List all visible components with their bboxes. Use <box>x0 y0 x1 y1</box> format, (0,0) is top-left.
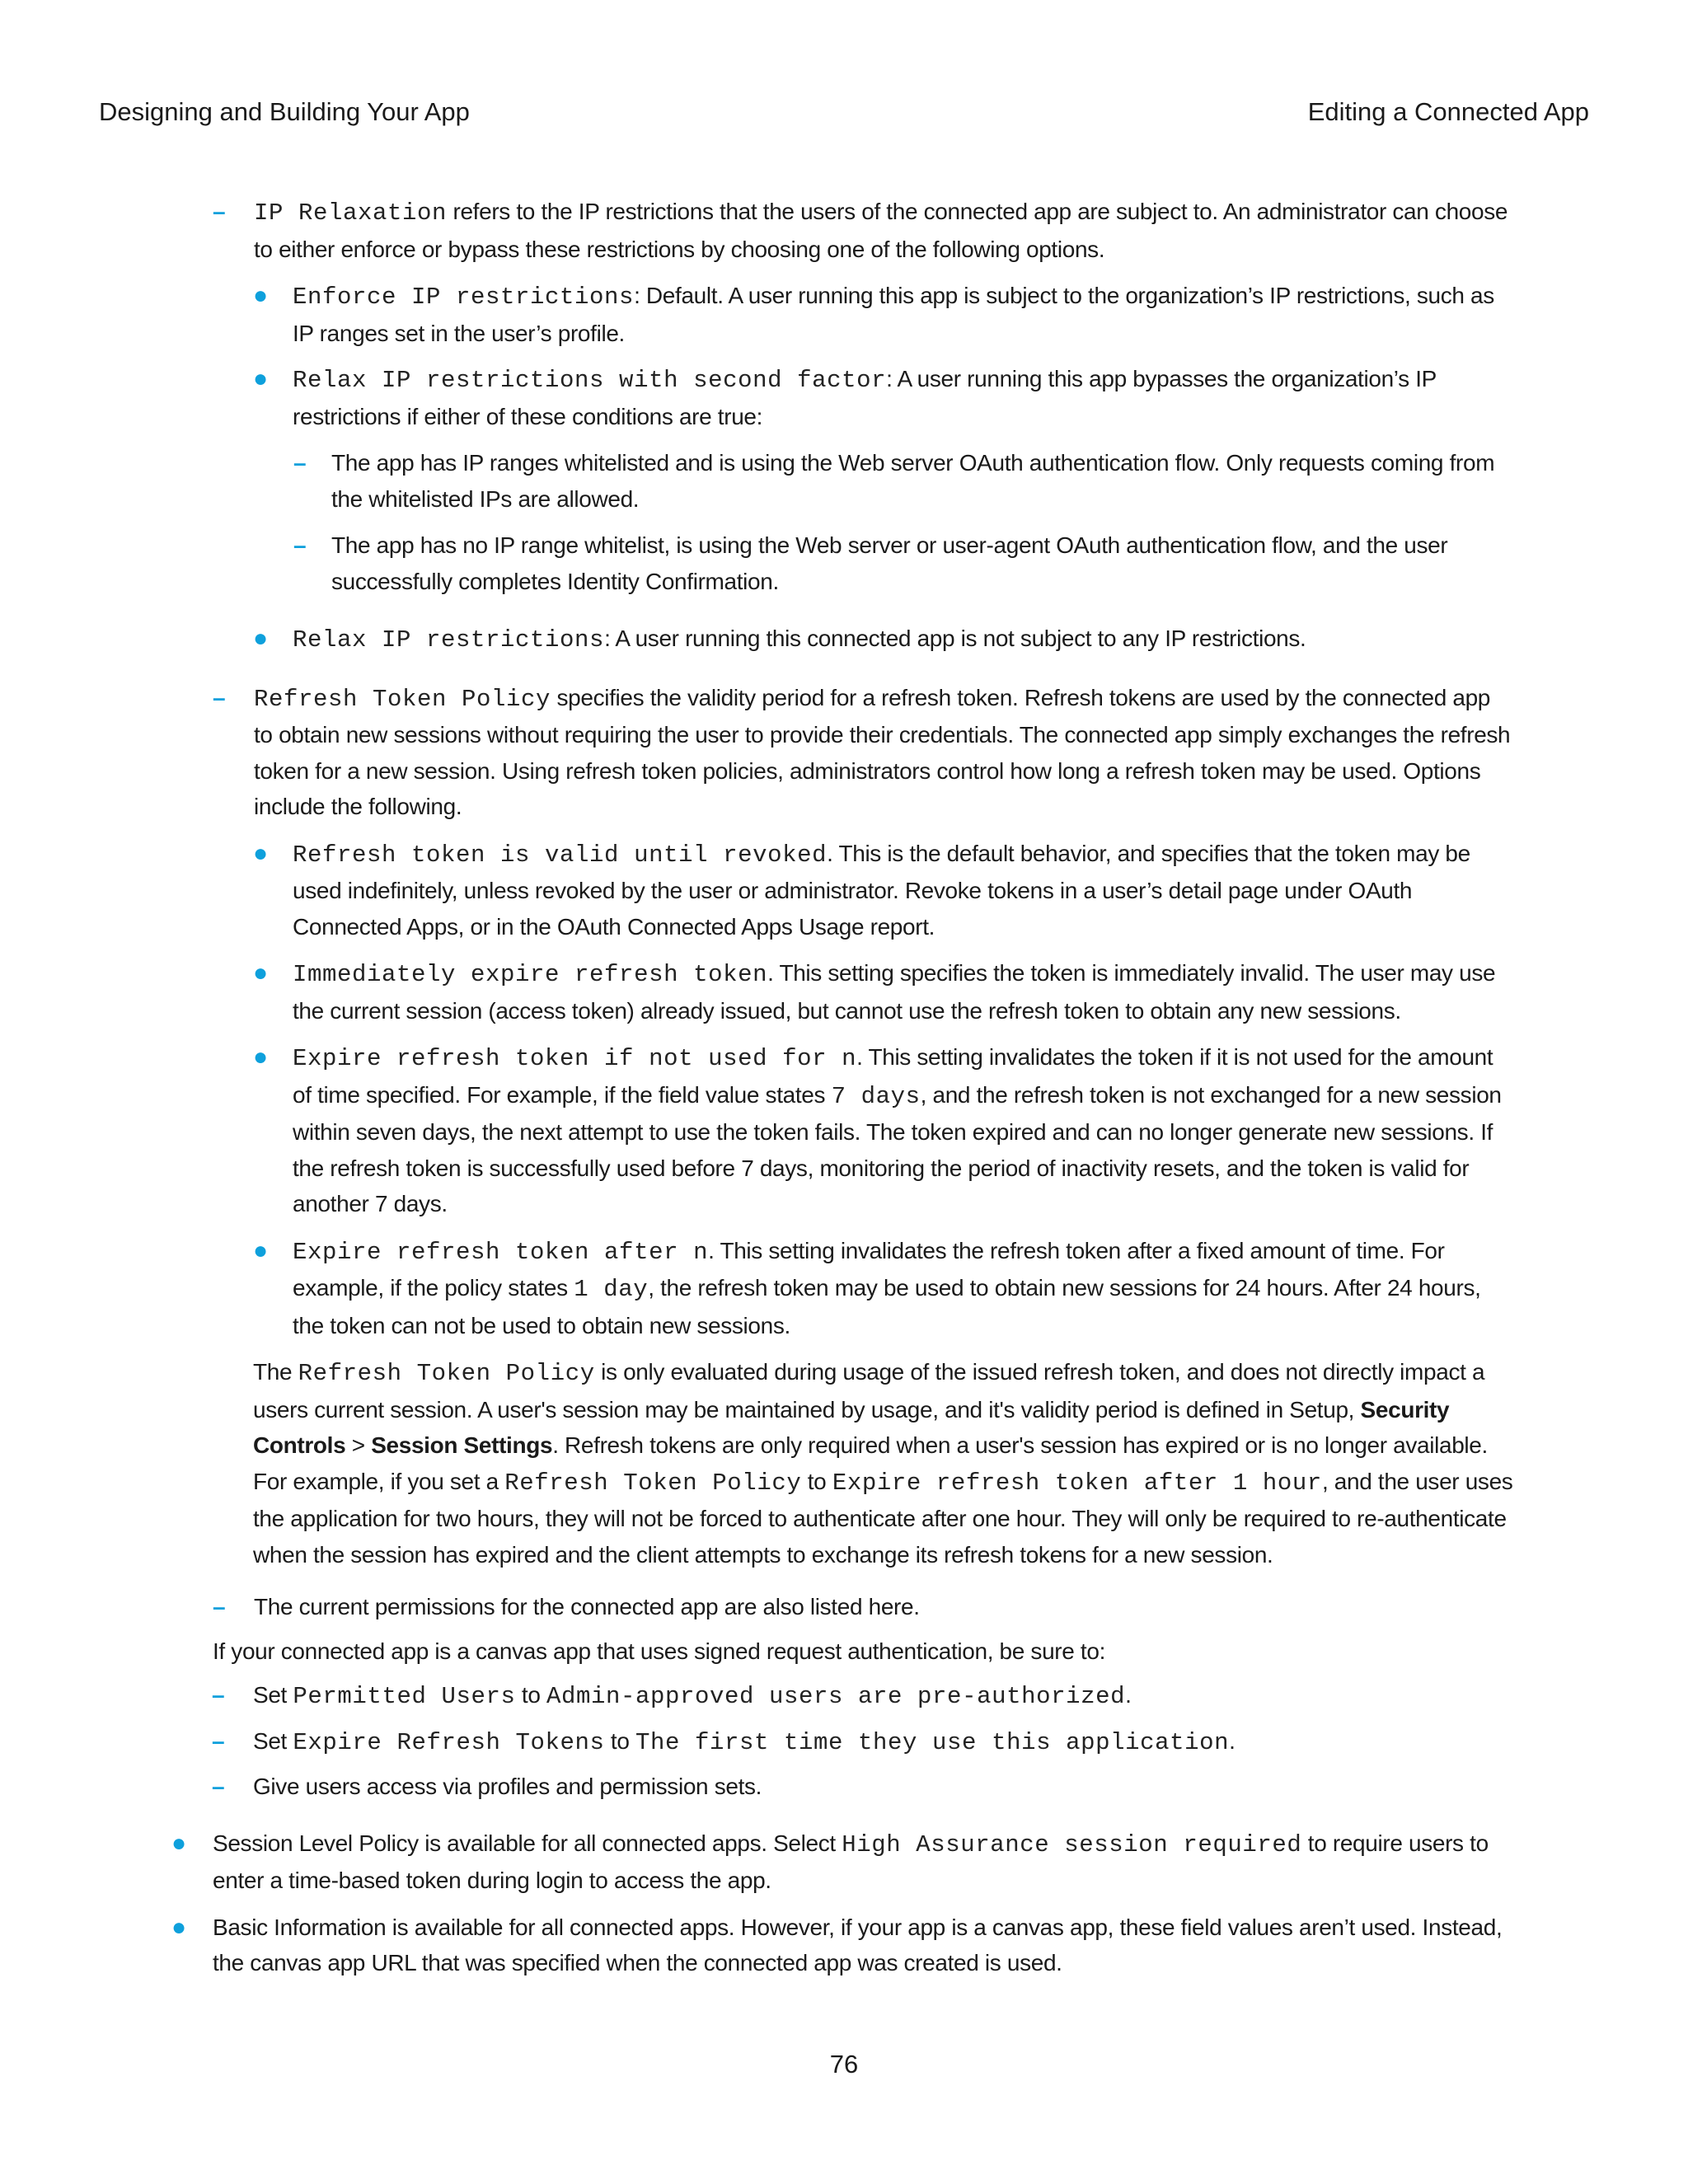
list-item-permitted-users <box>212 1677 1514 1715</box>
item-text: Set <box>253 1682 293 1708</box>
list-item-expire-after <box>253 1233 1517 1344</box>
item-text: : A user running this connected app is not subject to any IP restrictions. <box>604 626 1306 651</box>
item-text: . <box>1229 1727 1236 1754</box>
item-text: to <box>604 1727 635 1754</box>
code-term: Refresh token is valid until revoked <box>293 841 828 869</box>
page-body <box>0 194 1688 1981</box>
item-text: specifies the validity period for a refresh token. Refresh tokens are used by the connected app to obtain new sessions without requiring the user to provide their credentials. The connected app simply exchanges the refresh token for a new session. Using refresh token policies, administrators control how long a refresh token may be used. Options include the following. <box>254 684 1511 819</box>
code-term: Refresh Token Policy <box>504 1469 802 1497</box>
dash-bullet-icon: – <box>293 532 307 558</box>
dash-bullet-icon: – <box>293 450 307 476</box>
item-text: Session Level Policy is available for all connected apps. Select <box>213 1830 842 1856</box>
code-term: Permitted Users <box>293 1683 516 1710</box>
list-item-condition <box>293 445 1518 517</box>
item-text: > <box>345 1432 372 1458</box>
dot-bullet-icon: ● <box>253 365 268 392</box>
dash-bullet-icon: – <box>213 684 226 710</box>
code-term: Expire refresh token if not used for n <box>293 1045 857 1072</box>
code-term: Expire Refresh Tokens <box>293 1728 605 1756</box>
list-item-profiles <box>212 1769 1514 1805</box>
dash-bullet-icon: – <box>213 1594 226 1619</box>
item-text: Give users access via profiles and permission sets. <box>253 1774 762 1799</box>
list-item-expire-if-not-used <box>253 1039 1517 1222</box>
item-text: The app has no IP range whitelist, is using the Web server or user-agent OAuth authentication flow, and the user successfully completes Identity Confirmation. <box>331 532 1448 594</box>
header-topic-title: Editing a Connected App <box>1307 97 1589 126</box>
item-text: refers to the IP restrictions that the users of the connected app are subject to. An administrator can choose to either enforce or bypass these restrictions by choosing one of the following options. <box>254 199 1508 262</box>
dot-bullet-icon: ● <box>171 1829 186 1857</box>
item-text: , the refresh token may be used to obtain new sessions for 24 hours. After 24 hours, the token can not be used to obtain new sessions. <box>293 1275 1481 1338</box>
item-text: The <box>253 1359 298 1385</box>
code-term: The first time they use this application <box>635 1728 1230 1756</box>
dot-bullet-icon: ● <box>171 1913 186 1941</box>
item-text: . This setting invalidates the refresh token after a fixed amount of time. For example, if the policy states <box>293 1237 1445 1301</box>
header-section-title: Designing and Building Your App <box>99 97 470 126</box>
dot-bullet-icon: ● <box>253 625 268 652</box>
ui-path-label: Security Controls <box>253 1396 1450 1458</box>
canvas-intro <box>213 1633 1515 1670</box>
code-term: Relax IP restrictions <box>293 626 605 654</box>
code-term: Immediately expire refresh token <box>293 961 768 988</box>
item-text: . Refresh tokens are only required when a user's session has expired or is no longer available. For example, if you set a <box>253 1432 1488 1494</box>
dash-bullet-icon: – <box>213 199 226 224</box>
code-term: IP Relaxation <box>254 199 448 227</box>
code-term: 7 days <box>831 1082 921 1110</box>
list-item-condition <box>293 527 1518 599</box>
list-item-session-level-policy <box>171 1825 1515 1899</box>
list-item-immediately-expire <box>253 955 1517 1029</box>
item-text: Basic Information is available for all connected apps. However, if your app is a canvas app, these field values aren’t used. Instead, the canvas app URL that was specified when the connected app was created is used. <box>213 1914 1503 1975</box>
code-term: High Assurance session required <box>842 1830 1302 1858</box>
list-item-relax-ip <box>253 621 1517 658</box>
code-term: Admin-approved users are pre-authorized <box>546 1683 1126 1710</box>
list-item-refresh-token-policy <box>213 680 1515 825</box>
list-item-permissions <box>213 1589 1515 1625</box>
code-term: Relax IP restrictions with second factor <box>293 367 887 394</box>
dot-bullet-icon: ● <box>253 1043 268 1071</box>
dot-bullet-icon: ● <box>253 1236 268 1264</box>
dash-bullet-icon: – <box>212 1727 225 1754</box>
page-number: 76 <box>829 2050 859 2079</box>
item-text: is only evaluated during usage of the issued refresh token, and does not directly impact a users current session. A user's session may be maintained by usage, and it's validity period is defined in Setup, <box>253 1359 1485 1422</box>
list-item-ip-relaxation <box>213 194 1515 267</box>
item-text: . This setting specifies the token is immediately invalid. The user may use the current session (access token) already issued, but cannot use the refresh token to obtain any new sessions. <box>293 960 1496 1024</box>
item-text: to <box>801 1468 832 1494</box>
dot-bullet-icon: ● <box>253 839 268 867</box>
list-item-basic-information <box>171 1910 1515 1981</box>
item-text: The current permissions for the connected app are also listed here. <box>254 1594 920 1619</box>
code-term: 1 day <box>574 1276 649 1303</box>
item-text: : A user running this app bypasses the organization’s IP restrictions if either of these conditions are true: <box>293 366 1437 429</box>
code-term: Refresh Token Policy <box>254 685 551 713</box>
item-text: . This is the default behavior, and specifies that the token may be used indefinitely, unless revoked by the user or administrator. Revoke tokens in a user’s detail page under OAuth Connected Apps, or in the OAuth Connected Apps Usage report. <box>293 840 1470 940</box>
code-term: Refresh Token Policy <box>298 1360 595 1387</box>
list-item-enforce-ip <box>253 278 1517 351</box>
page-header <box>99 97 1589 134</box>
item-text: : Default. A user running this app is subject to the organization’s IP restrictions, such as IP ranges set in the user’s profile. <box>293 283 1494 346</box>
code-term: Expire refresh token after 1 hour <box>832 1469 1322 1497</box>
dot-bullet-icon: ● <box>253 959 268 987</box>
item-text: , and the user uses the application for two hours, they will not be forced to authenticate after one hour. They will only be required to re-authenticate when the session has expired and the client attempts to exchange its refresh tokens for a new session. <box>253 1468 1513 1568</box>
code-term: Expire refresh token after n <box>293 1238 709 1266</box>
dash-bullet-icon: – <box>212 1682 225 1708</box>
list-item-relax-second-factor <box>253 361 1517 434</box>
item-text: Set <box>253 1727 293 1754</box>
code-term: Enforce IP restrictions <box>293 284 635 311</box>
item-text: The app has IP ranges whitelisted and is using the Web server OAuth authentication flow. Only requests coming from the whitelisted IPs are allowed. <box>331 450 1495 512</box>
refresh-policy-note <box>253 1354 1518 1572</box>
list-item-valid-until-revoked <box>253 836 1517 945</box>
list-item-expire-refresh-tokens <box>212 1723 1514 1761</box>
item-text: to <box>515 1682 546 1708</box>
ui-path-label: Session Settings <box>371 1432 553 1458</box>
dash-bullet-icon: – <box>212 1774 225 1799</box>
item-text: . This setting invalidates the token if it is not used for the amount of time specified. For example, if the field value states <box>293 1044 1493 1108</box>
dot-bullet-icon: ● <box>253 282 268 309</box>
item-text: , and the refresh token is not exchanged for a new session within seven days, the next attempt to use the token fails. The token expired and can no longer generate new sessions. If the refresh token is successfully used before 7 days, monitoring the period of inactivity resets, and the token is valid for another 7 days. <box>293 1081 1502 1216</box>
item-text: to require users to enter a time-based token during login to access the app. <box>213 1830 1489 1893</box>
item-text: . <box>1125 1682 1132 1708</box>
item-text: If your connected app is a canvas app that uses signed request authentication, be sure to: <box>213 1638 1106 1664</box>
